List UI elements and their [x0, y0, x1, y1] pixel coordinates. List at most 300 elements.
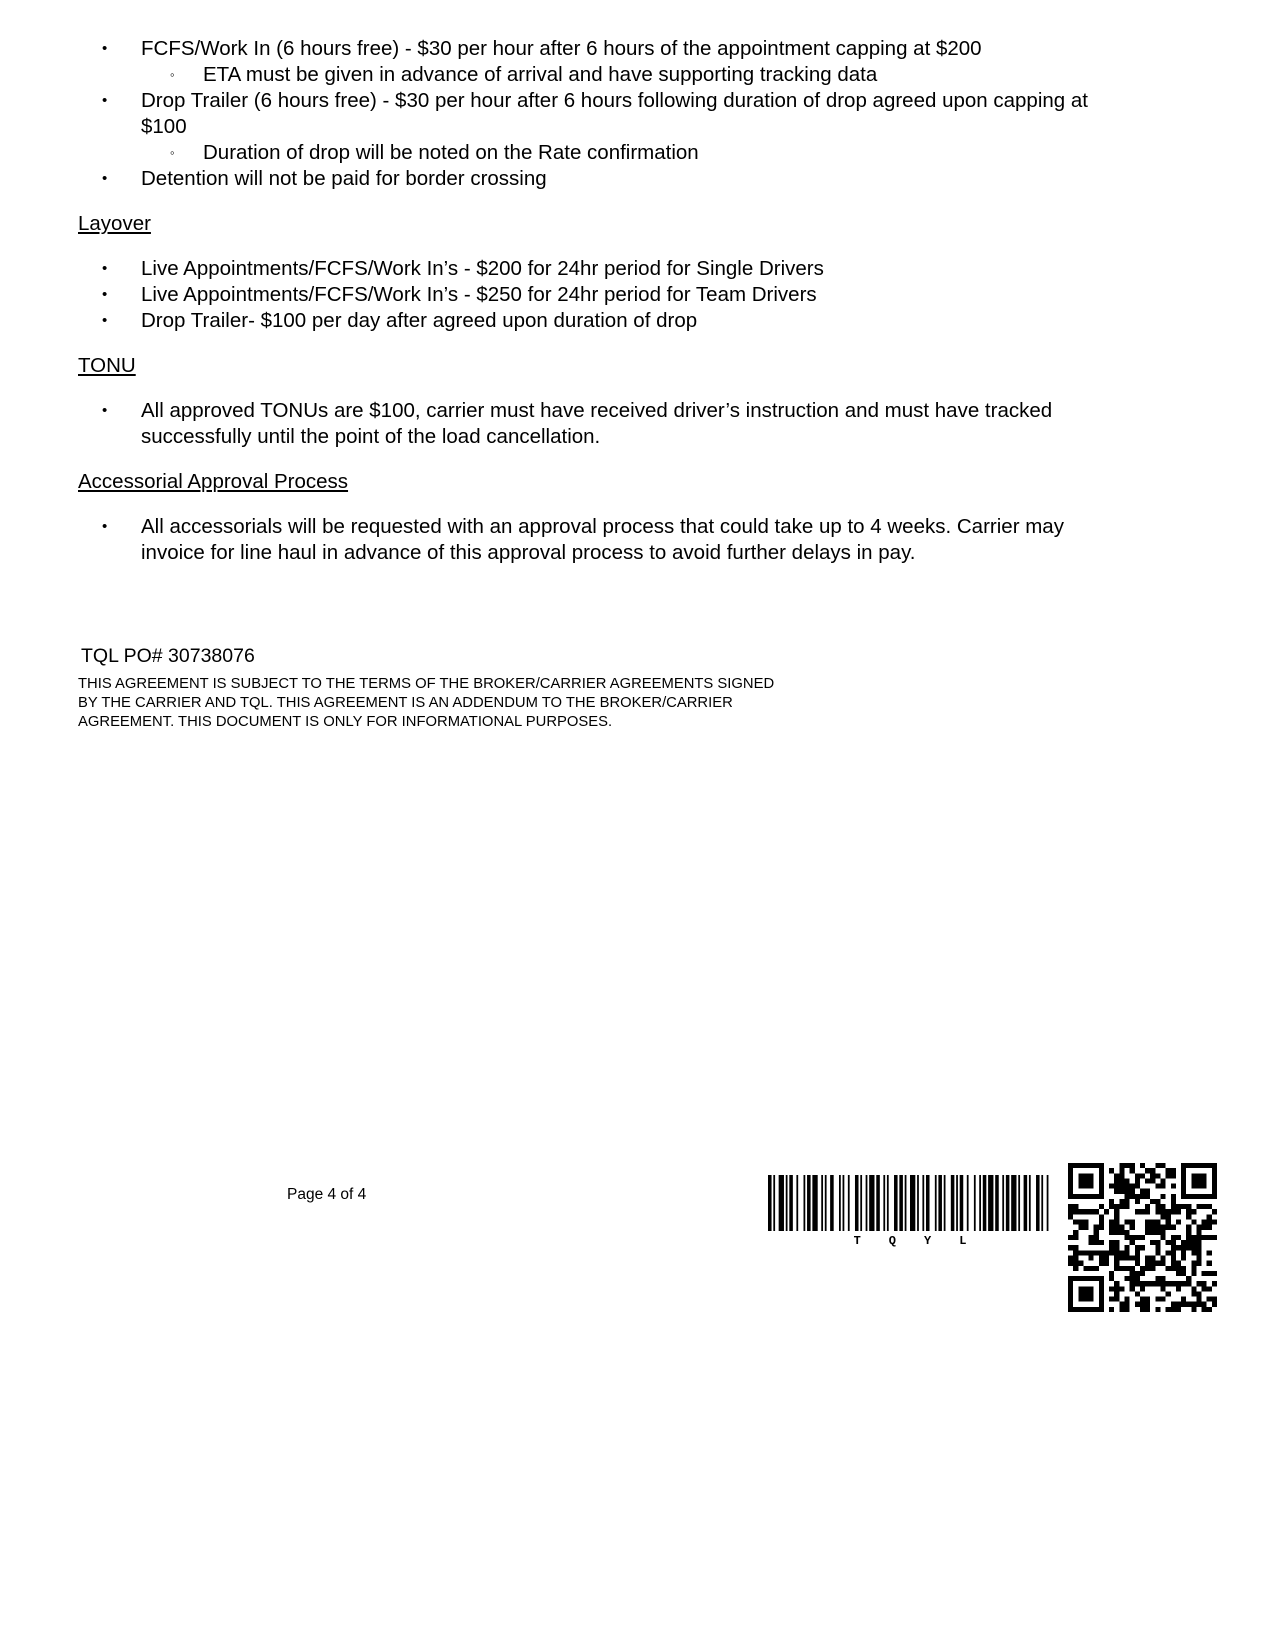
qr-module — [1186, 1230, 1191, 1235]
qr-module — [1078, 1250, 1083, 1255]
qr-module — [1176, 1281, 1181, 1286]
qr-module — [1196, 1261, 1201, 1266]
qr-module — [1130, 1168, 1135, 1173]
qr-module — [1160, 1163, 1165, 1168]
qr-module — [1145, 1302, 1150, 1307]
qr-module — [1119, 1184, 1124, 1189]
qr-module — [1155, 1225, 1160, 1230]
barcode-bar — [960, 1175, 964, 1231]
qr-module — [1125, 1189, 1130, 1194]
qr-module — [1196, 1163, 1201, 1168]
qr-module — [1140, 1189, 1145, 1194]
qr-module — [1212, 1163, 1217, 1168]
qr-module — [1160, 1261, 1165, 1266]
barcode-bar — [1018, 1175, 1020, 1231]
bullet-icon: • — [102, 402, 108, 419]
qr-module — [1083, 1276, 1088, 1281]
qr-module — [1166, 1168, 1171, 1173]
qr-module — [1150, 1199, 1155, 1204]
qr-module — [1094, 1230, 1099, 1235]
qr-module — [1176, 1261, 1181, 1266]
qr-module — [1068, 1302, 1073, 1307]
qr-module — [1104, 1250, 1109, 1255]
qr-module — [1160, 1214, 1165, 1219]
qr-module — [1083, 1163, 1088, 1168]
barcode-bar — [922, 1175, 924, 1231]
qr-module — [1135, 1194, 1140, 1199]
sub-list-item-text: Duration of drop will be noted on the Rate confirmation — [203, 141, 699, 164]
bullet-icon: • — [102, 286, 108, 303]
list-item-text: Drop Trailer (6 hours free) - $30 per hour after 6 hours following duration of drop agreed upon capping at $100 — [141, 89, 1088, 138]
qr-module — [1094, 1250, 1099, 1255]
qr-module — [1145, 1281, 1150, 1286]
barcode-bar — [825, 1175, 827, 1231]
qr-module — [1099, 1291, 1104, 1296]
qr-module — [1191, 1250, 1196, 1255]
qr-module — [1145, 1194, 1150, 1199]
qr-module — [1181, 1245, 1186, 1250]
qr-module — [1150, 1240, 1155, 1245]
barcode-bar — [983, 1175, 987, 1231]
qr-module — [1191, 1173, 1196, 1178]
qr-module — [1202, 1271, 1207, 1276]
qr-module — [1171, 1261, 1176, 1266]
qr-module — [1099, 1250, 1104, 1255]
qr-module — [1078, 1173, 1083, 1178]
qr-module — [1125, 1266, 1130, 1271]
list-item — [78, 88, 1088, 166]
qr-module — [1140, 1307, 1145, 1312]
qr-module — [1212, 1178, 1217, 1183]
qr-module — [1202, 1307, 1207, 1312]
qr-module — [1114, 1220, 1119, 1225]
tonu-heading: TONU — [78, 354, 136, 377]
accessorial-heading: Accessorial Approval Process — [78, 470, 349, 493]
barcode-bar — [807, 1175, 811, 1231]
qr-module — [1202, 1220, 1207, 1225]
barcode-bar — [938, 1175, 942, 1231]
qr-module — [1150, 1178, 1155, 1183]
barcode-bar — [887, 1175, 889, 1231]
qr-module — [1099, 1302, 1104, 1307]
qr-module — [1130, 1194, 1135, 1199]
qr-module — [1078, 1194, 1083, 1199]
list-item-text: Detention will not be paid for border crossing — [141, 167, 547, 190]
qr-module — [1160, 1281, 1165, 1286]
barcode-bar — [812, 1175, 817, 1231]
barcode-bar — [779, 1175, 784, 1231]
qr-module — [1089, 1291, 1094, 1296]
qr-module — [1114, 1230, 1119, 1235]
qr-module — [1068, 1209, 1073, 1214]
list-item — [78, 36, 1088, 88]
qr-module — [1186, 1209, 1191, 1214]
qr-module — [1212, 1271, 1217, 1276]
list-item — [78, 514, 1088, 566]
qr-module — [1140, 1194, 1145, 1199]
qr-module — [1119, 1307, 1124, 1312]
qr-module — [1160, 1209, 1165, 1214]
barcode-bar — [789, 1175, 793, 1231]
qr-module — [1171, 1235, 1176, 1240]
qr-module — [1191, 1163, 1196, 1168]
barcode-bar — [1002, 1175, 1004, 1231]
qr-module — [1068, 1245, 1073, 1250]
qr-module — [1135, 1255, 1140, 1260]
qr-module — [1078, 1261, 1083, 1266]
qr-module — [1140, 1163, 1145, 1168]
qr-module — [1083, 1225, 1088, 1230]
qr-module — [1176, 1271, 1181, 1276]
list-item-text: Live Appointments/FCFS/Work In’s - $200 for 24hr period for Single Drivers — [141, 257, 824, 280]
list-item — [78, 256, 1088, 282]
qr-module — [1073, 1255, 1078, 1260]
qr-module — [1068, 1204, 1073, 1209]
sub-list — [141, 62, 1088, 88]
qr-module — [1181, 1189, 1186, 1194]
qr-module — [1176, 1302, 1181, 1307]
qr-module — [1125, 1276, 1130, 1281]
qr-module — [1160, 1204, 1165, 1209]
qr-module — [1099, 1261, 1104, 1266]
qr-module — [1073, 1194, 1078, 1199]
qr-module — [1099, 1184, 1104, 1189]
qr-module — [1196, 1178, 1201, 1183]
qr-module — [1207, 1271, 1212, 1276]
qr-module — [1114, 1204, 1119, 1209]
barcode-caption — [768, 1234, 1052, 1248]
barcode-bar — [974, 1175, 976, 1231]
qr-module — [1114, 1245, 1119, 1250]
qr-module — [1135, 1281, 1140, 1286]
barcode-letter: Q — [888, 1234, 896, 1248]
barcode-bar — [988, 1175, 993, 1231]
qr-module — [1160, 1184, 1165, 1189]
qr-module — [1130, 1266, 1135, 1271]
bullet-icon: • — [102, 92, 108, 109]
sub-list-item — [141, 62, 1088, 88]
qr-module — [1078, 1225, 1083, 1230]
qr-module — [1181, 1281, 1186, 1286]
qr-module — [1114, 1297, 1119, 1302]
barcode-bar — [926, 1175, 930, 1231]
qr-module — [1196, 1184, 1201, 1189]
qr-module — [1160, 1230, 1165, 1235]
layover-heading: Layover — [78, 212, 151, 235]
qr-module — [1166, 1225, 1171, 1230]
tonu-list — [78, 398, 1088, 450]
qr-module — [1202, 1178, 1207, 1183]
qr-module — [1125, 1194, 1130, 1199]
qr-module — [1125, 1235, 1130, 1240]
qr-module — [1202, 1235, 1207, 1240]
qr-module — [1186, 1225, 1191, 1230]
qr-module — [1089, 1286, 1094, 1291]
qr-module — [1145, 1307, 1150, 1312]
qr-module — [1114, 1266, 1119, 1271]
qr-module — [1186, 1281, 1191, 1286]
qr-module — [1135, 1173, 1140, 1178]
qr-module — [1191, 1291, 1196, 1296]
qr-module — [1083, 1291, 1088, 1296]
po-number: TQL PO# 30738076 — [81, 645, 255, 667]
qr-module — [1191, 1307, 1196, 1312]
barcode-bar — [899, 1175, 903, 1231]
qr-module — [1135, 1245, 1140, 1250]
barcode-bar — [995, 1175, 999, 1231]
qr-module — [1083, 1307, 1088, 1312]
qr-module — [1109, 1168, 1114, 1173]
qr-module — [1191, 1184, 1196, 1189]
qr-module — [1155, 1204, 1160, 1209]
accessorial-list — [78, 514, 1088, 566]
barcode-bar — [796, 1175, 798, 1231]
qr-module — [1089, 1266, 1094, 1271]
qr-module — [1125, 1307, 1130, 1312]
barcode-bar — [843, 1175, 845, 1231]
barcode-bar — [956, 1175, 958, 1231]
barcode-bar — [1011, 1175, 1016, 1231]
qr-module — [1083, 1173, 1088, 1178]
qr-module — [1140, 1235, 1145, 1240]
bullet-icon: • — [102, 518, 108, 535]
qr-module — [1089, 1276, 1094, 1281]
qr-module — [1104, 1209, 1109, 1214]
qr-module — [1155, 1173, 1160, 1178]
barcode-letter: L — [959, 1234, 967, 1248]
qr-module — [1155, 1230, 1160, 1235]
qr-module — [1109, 1286, 1114, 1291]
qr-module — [1155, 1184, 1160, 1189]
qr-module — [1186, 1245, 1191, 1250]
qr-module — [1083, 1266, 1088, 1271]
qr-module — [1089, 1209, 1094, 1214]
barcode-bar — [1024, 1175, 1028, 1231]
qr-module — [1176, 1286, 1181, 1291]
qr-module — [1125, 1250, 1130, 1255]
barcode-bar — [1047, 1175, 1049, 1231]
qr-module — [1171, 1255, 1176, 1260]
qr-module — [1119, 1168, 1124, 1173]
qr-module — [1089, 1194, 1094, 1199]
barcode-bar — [866, 1175, 868, 1231]
barcode-letter: Y — [924, 1234, 932, 1248]
list-item — [78, 282, 1088, 308]
qr-module — [1130, 1240, 1135, 1245]
qr-module — [1166, 1250, 1171, 1255]
qr-module — [1073, 1235, 1078, 1240]
qr-module — [1196, 1230, 1201, 1235]
qr-module — [1155, 1261, 1160, 1266]
qr-module — [1099, 1168, 1104, 1173]
qr-module — [1181, 1173, 1186, 1178]
qr-module — [1212, 1194, 1217, 1199]
qr-module — [1125, 1178, 1130, 1183]
qr-module — [1068, 1214, 1073, 1219]
qr-module — [1212, 1209, 1217, 1214]
qr-module — [1145, 1225, 1150, 1230]
qr-module — [1171, 1194, 1176, 1199]
qr-module — [1135, 1291, 1140, 1296]
qr-module — [1089, 1178, 1094, 1183]
qr-module — [1196, 1250, 1201, 1255]
qr-module — [1078, 1209, 1083, 1214]
qr-module — [1196, 1255, 1201, 1260]
qr-module — [1191, 1240, 1196, 1245]
qr-module — [1119, 1199, 1124, 1204]
qr-module — [1181, 1297, 1186, 1302]
qr-module — [1068, 1281, 1073, 1286]
qr-module — [1202, 1194, 1207, 1199]
qr-module — [1089, 1255, 1094, 1260]
qr-module — [1119, 1204, 1124, 1209]
qr-module — [1191, 1261, 1196, 1266]
barcode-bar — [883, 1175, 885, 1231]
qr-module — [1068, 1255, 1073, 1260]
qr-module — [1125, 1230, 1130, 1235]
qr-module — [1155, 1250, 1160, 1255]
qr-module — [1160, 1286, 1165, 1291]
qr-module — [1166, 1214, 1171, 1219]
qr-module — [1068, 1276, 1073, 1281]
qr-module — [1114, 1250, 1119, 1255]
qr-code-icon — [1068, 1163, 1217, 1312]
qr-module — [1171, 1302, 1176, 1307]
qr-module — [1099, 1225, 1104, 1230]
qr-module — [1114, 1261, 1119, 1266]
sub-bullet-icon: ◦ — [170, 67, 175, 82]
qr-module — [1119, 1230, 1124, 1235]
barcode-bar — [967, 1175, 969, 1231]
qr-module — [1196, 1204, 1201, 1209]
qr-module — [1114, 1214, 1119, 1219]
qr-module — [1196, 1297, 1201, 1302]
qr-module — [1207, 1235, 1212, 1240]
qr-module — [1130, 1281, 1135, 1286]
qr-module — [1109, 1204, 1114, 1209]
qr-module — [1130, 1163, 1135, 1168]
qr-module — [1068, 1178, 1073, 1183]
qr-module — [1171, 1204, 1176, 1209]
barcode-bar — [1029, 1175, 1031, 1231]
list-item-text: Live Appointments/FCFS/Work In’s - $250 for 24hr period for Team Drivers — [141, 283, 817, 306]
qr-module — [1083, 1194, 1088, 1199]
qr-module — [1099, 1297, 1104, 1302]
qr-module — [1119, 1189, 1124, 1194]
qr-module — [1109, 1230, 1114, 1235]
qr-module — [1155, 1276, 1160, 1281]
barcode-bar — [905, 1175, 907, 1231]
qr-module — [1171, 1225, 1176, 1230]
qr-module — [1181, 1163, 1186, 1168]
qr-module — [1207, 1307, 1212, 1312]
qr-module — [1114, 1240, 1119, 1245]
barcode-bar — [935, 1175, 937, 1231]
qr-module — [1202, 1302, 1207, 1307]
qr-module — [1145, 1178, 1150, 1183]
qr-module — [1078, 1178, 1083, 1183]
qr-module — [1099, 1276, 1104, 1281]
qr-module — [1073, 1220, 1078, 1225]
qr-module — [1207, 1261, 1212, 1266]
qr-module — [1181, 1184, 1186, 1189]
qr-module — [1191, 1178, 1196, 1183]
qr-module — [1171, 1240, 1176, 1245]
qr-module — [1171, 1307, 1176, 1312]
barcode-bar — [1036, 1175, 1040, 1231]
qr-module — [1186, 1240, 1191, 1245]
qr-module — [1078, 1220, 1083, 1225]
qr-module — [1155, 1209, 1160, 1214]
qr-module — [1119, 1178, 1124, 1183]
qr-module — [1083, 1286, 1088, 1291]
barcode-bar — [894, 1175, 898, 1231]
qr-module — [1176, 1235, 1181, 1240]
qr-module — [1212, 1235, 1217, 1240]
barcode-bar — [869, 1175, 874, 1231]
sub-list-item-text: ETA must be given in advance of arrival and have supporting tracking data — [203, 63, 878, 86]
qr-module — [1140, 1209, 1145, 1214]
qr-module — [1068, 1286, 1073, 1291]
qr-module — [1130, 1271, 1135, 1276]
qr-module — [1191, 1209, 1196, 1214]
qr-module — [1181, 1302, 1186, 1307]
qr-module — [1150, 1255, 1155, 1260]
qr-module — [1181, 1250, 1186, 1255]
list-item-text: FCFS/Work In (6 hours free) - $30 per hour after 6 hours of the appointment capping at $200 — [141, 37, 982, 60]
qr-module — [1125, 1163, 1130, 1168]
qr-module — [1160, 1225, 1165, 1230]
qr-module — [1176, 1245, 1181, 1250]
qr-module — [1109, 1250, 1114, 1255]
barcode-bar — [773, 1175, 775, 1231]
qr-module — [1207, 1163, 1212, 1168]
document-body — [78, 36, 1088, 566]
barcode-bar — [848, 1175, 850, 1231]
qr-module — [1207, 1297, 1212, 1302]
qr-module — [1160, 1194, 1165, 1199]
qr-module — [1130, 1276, 1135, 1281]
qr-module — [1150, 1230, 1155, 1235]
qr-module — [1083, 1297, 1088, 1302]
qr-module — [1104, 1255, 1109, 1260]
qr-module — [1109, 1307, 1114, 1312]
qr-module — [1109, 1225, 1114, 1230]
qr-module — [1094, 1209, 1099, 1214]
qr-module — [1181, 1255, 1186, 1260]
qr-module — [1073, 1266, 1078, 1271]
qr-module — [1145, 1168, 1150, 1173]
qr-module — [1166, 1209, 1171, 1214]
qr-module — [1150, 1173, 1155, 1178]
qr-module — [1109, 1271, 1114, 1276]
qr-module — [1140, 1173, 1145, 1178]
qr-module — [1109, 1220, 1114, 1225]
qr-module — [1171, 1281, 1176, 1286]
qr-module — [1191, 1302, 1196, 1307]
qr-module — [1099, 1173, 1104, 1178]
qr-module — [1089, 1250, 1094, 1255]
bullet-icon: • — [102, 170, 108, 187]
qr-module — [1166, 1281, 1171, 1286]
qr-module — [1186, 1204, 1191, 1209]
barcode-bar — [768, 1175, 772, 1231]
qr-module — [1114, 1225, 1119, 1230]
qr-module — [1125, 1255, 1130, 1260]
qr-module — [1130, 1225, 1135, 1230]
qr-module — [1176, 1204, 1181, 1209]
qr-module — [1114, 1286, 1119, 1291]
